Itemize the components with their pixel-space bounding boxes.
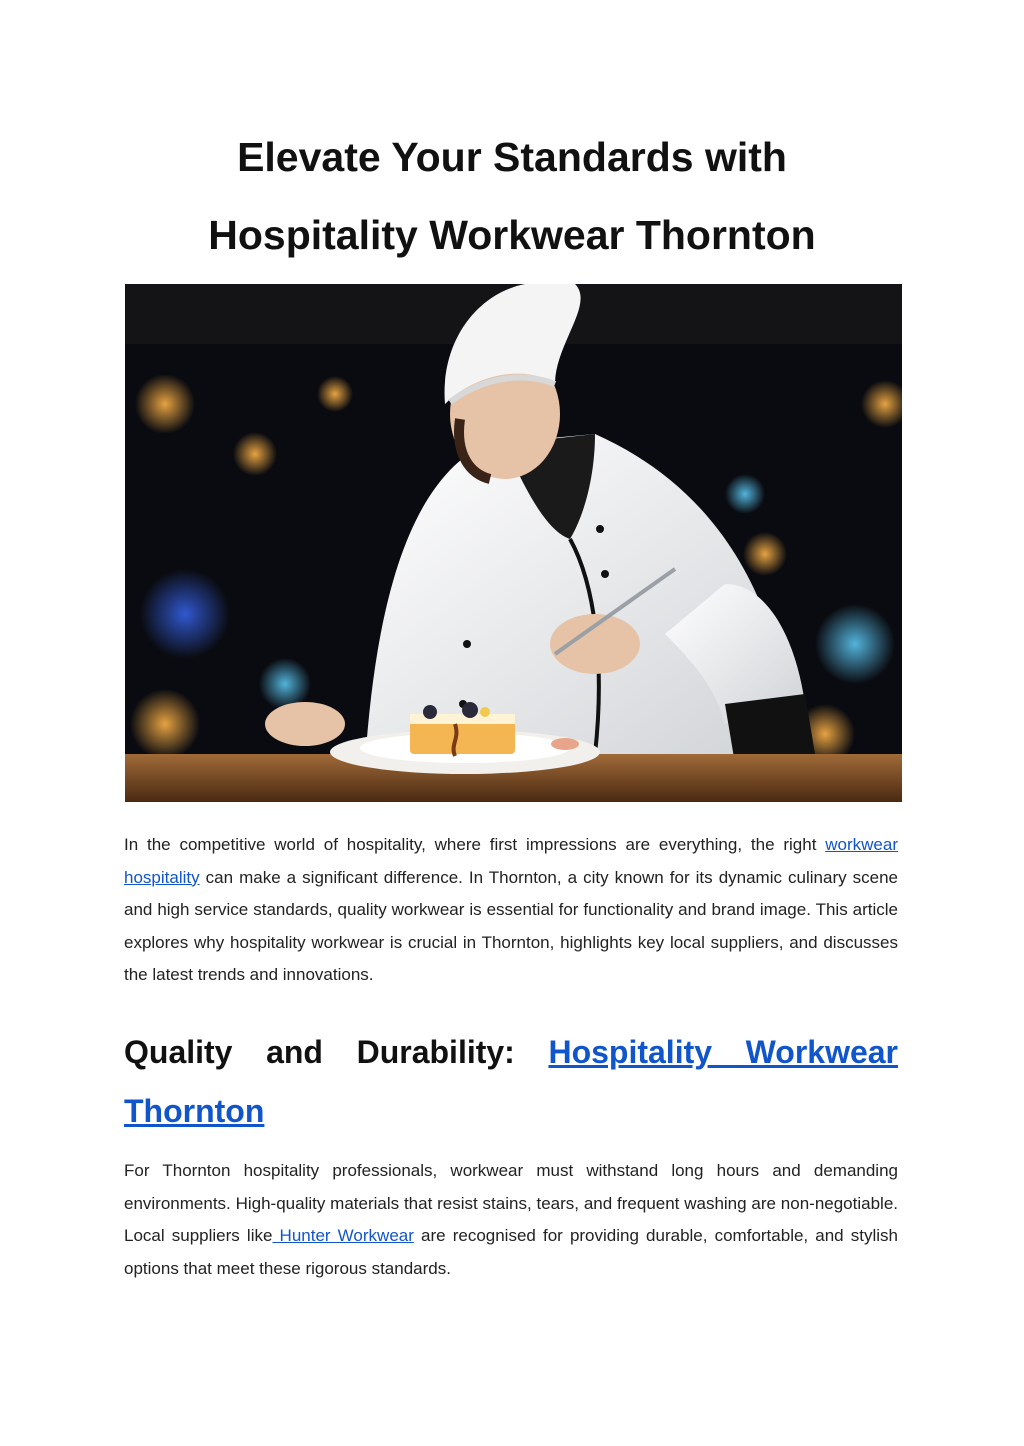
workwear-hospitality-link[interactable]: workwear hospitality bbox=[124, 835, 898, 887]
page-title-line-2: Hospitality Workwear Thornton bbox=[208, 212, 816, 258]
page-title-line-1: Elevate Your Standards with bbox=[237, 134, 787, 180]
hunter-workwear-link[interactable]: Hunter Workwear bbox=[272, 1226, 414, 1246]
intro-text-start: In the competitive world of hospitality, where first impressions are everything, the right bbox=[124, 835, 826, 854]
section-paragraph bbox=[124, 1155, 898, 1285]
section-heading bbox=[124, 1023, 898, 1141]
intro-paragraph bbox=[124, 829, 898, 992]
hospitality-workwear-thornton-link[interactable]: Hospitality Workwear Thornton bbox=[124, 1034, 899, 1129]
section-text-end: are recognised for providing durable, comfortable, and stylish options that meet these rigorous standards. bbox=[124, 1226, 898, 1278]
page-title bbox=[100, 118, 924, 274]
chef-plating-dessert-photo-icon bbox=[125, 284, 902, 802]
intro-text-end: can make a significant difference. In Thornton, a city known for its dynamic culinary scene and high service standards, quality workwear is essential for functionality and brand image. This article explores why hospitality workwear is crucial in Thornton, highlights key local suppliers, and discusses the latest trends and innovations. bbox=[124, 867, 898, 985]
section-text-start: For Thornton hospitality professionals, workwear must withstand long hours and demanding environments. High-quality materials that resist stains, tears, and frequent washing are non-negotiable. Local suppliers like bbox=[124, 1161, 898, 1246]
hero-image bbox=[125, 284, 902, 802]
section-heading-prefix: Quality and Durability: bbox=[124, 1034, 549, 1070]
